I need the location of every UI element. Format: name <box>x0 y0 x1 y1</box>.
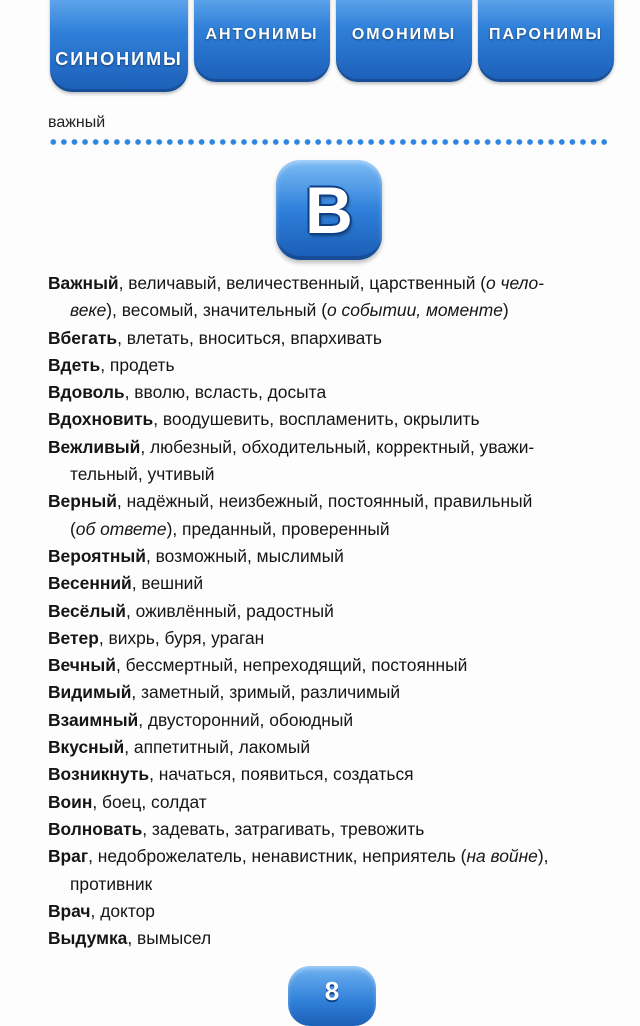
synonym-text: ), преданный, проверенный <box>166 518 390 539</box>
headword: Вечный <box>48 655 116 676</box>
tab-paronyms[interactable]: ПАРОНИМЫ <box>478 0 614 82</box>
headword: Вдеть <box>48 354 101 375</box>
usage-note: об ответе <box>75 518 167 539</box>
entry-continuation <box>48 461 618 488</box>
letter-badge <box>276 160 382 260</box>
usage-note: о событии, моменте <box>327 300 503 321</box>
synonym-text: , любезный, обходительный, корректный, уважи- <box>140 436 535 457</box>
headword: Вежливый <box>48 436 141 457</box>
entry-line <box>48 816 618 843</box>
section-tabs <box>0 0 640 92</box>
synonym-text: тельный, учтивый <box>70 464 215 485</box>
page-number: 8 <box>324 976 340 1006</box>
entry-line <box>48 325 618 352</box>
synonym-text: , доктор <box>90 900 155 921</box>
headword: Весенний <box>48 573 132 594</box>
entry-line <box>48 925 618 952</box>
entry-line <box>48 488 618 515</box>
synonym-text: , надёжный, неизбежный, постоянный, правильный <box>116 491 533 512</box>
synonym-text: , заметный, зримый, различимый <box>131 682 401 703</box>
usage-note: веке <box>70 300 107 321</box>
synonym-text: противник <box>70 873 153 894</box>
headword: Возникнуть <box>48 764 150 785</box>
entry-line <box>48 679 618 706</box>
dotted-divider <box>48 138 608 146</box>
synonym-text: , оживлённый, радостный <box>125 600 334 621</box>
synonym-text: , величавый, величественный, царственный ( <box>118 273 487 293</box>
synonym-text: , влетать, вноситься, впархивать <box>117 327 382 348</box>
tab-synonyms[interactable]: СИНОНИМЫ <box>50 0 188 92</box>
page-number-badge <box>288 966 376 1026</box>
headword: Вдоволь <box>48 382 125 403</box>
synonym-text: , задевать, затрагивать, тревожить <box>142 818 425 839</box>
headword: Выдумка <box>48 928 128 949</box>
entry-line <box>48 352 618 379</box>
synonym-text: , боец, солдат <box>92 791 207 812</box>
entry-line <box>48 543 618 570</box>
headword: Вбегать <box>48 327 118 348</box>
entry-continuation <box>48 871 618 898</box>
headword: Враг <box>48 846 89 867</box>
headword: Вдохновить <box>48 409 154 430</box>
headword: Вкусный <box>48 737 125 758</box>
synonym-text: , вволю, всласть, досыта <box>124 382 327 403</box>
synonym-text: , вешний <box>131 573 204 594</box>
entry-line <box>48 598 618 625</box>
letter-heading: В <box>305 173 353 247</box>
synonym-text: , воодушевить, воспламенить, окрылить <box>153 409 480 430</box>
entry-line <box>48 761 618 788</box>
entry-line <box>48 570 618 597</box>
headword: Весёлый <box>48 600 126 621</box>
entry-line <box>48 734 618 761</box>
entry-line <box>48 789 618 816</box>
synonym-text: , возможный, мыслимый <box>145 545 344 566</box>
entry-line <box>48 843 618 870</box>
headword: Воин <box>48 791 93 812</box>
usage-note: на войне <box>466 846 538 867</box>
synonym-text: , вихрь, буря, ураган <box>98 627 265 648</box>
headword: Видимый <box>48 682 132 703</box>
headword: Волновать <box>48 818 143 839</box>
entry-line <box>48 898 618 925</box>
headword: Верный <box>48 491 117 512</box>
entry-line <box>48 379 618 406</box>
running-head: важный <box>48 114 106 131</box>
usage-note: о чело- <box>486 273 544 293</box>
synonym-entries <box>48 270 618 952</box>
tab-homonyms[interactable]: ОМОНИМЫ <box>336 0 472 82</box>
synonym-text: ), <box>537 846 549 867</box>
entry-line <box>48 270 618 297</box>
synonym-text: , аппетитный, лакомый <box>124 737 311 758</box>
entry-line <box>48 625 618 652</box>
tab-antonyms[interactable]: АНТОНИМЫ <box>194 0 330 82</box>
entry-line <box>48 406 618 433</box>
synonym-text: , вымысел <box>127 928 212 949</box>
entry-line <box>48 707 618 734</box>
entry-continuation <box>48 297 618 324</box>
synonym-text: , бессмертный, непреходящий, постоянный <box>115 655 468 676</box>
entry-line <box>48 652 618 679</box>
synonym-text: ( <box>70 518 76 539</box>
headword: Врач <box>48 900 91 921</box>
headword: Вероятный <box>48 545 146 566</box>
synonym-text: , начаться, появиться, создаться <box>149 764 414 785</box>
entry-line <box>48 434 618 461</box>
headword: Взаимный <box>48 709 139 730</box>
synonym-text: , продеть <box>100 354 175 375</box>
synonym-text: , недоброжелатель, ненавистник, неприятель ( <box>88 846 467 867</box>
headword: Ветер <box>48 627 99 648</box>
synonym-text: ) <box>502 300 509 321</box>
headword: Важный <box>48 273 119 293</box>
entry-continuation <box>48 516 618 543</box>
synonym-text: ), весомый, значительный ( <box>106 300 327 321</box>
synonym-text: , двусторонний, обоюдный <box>138 709 354 730</box>
